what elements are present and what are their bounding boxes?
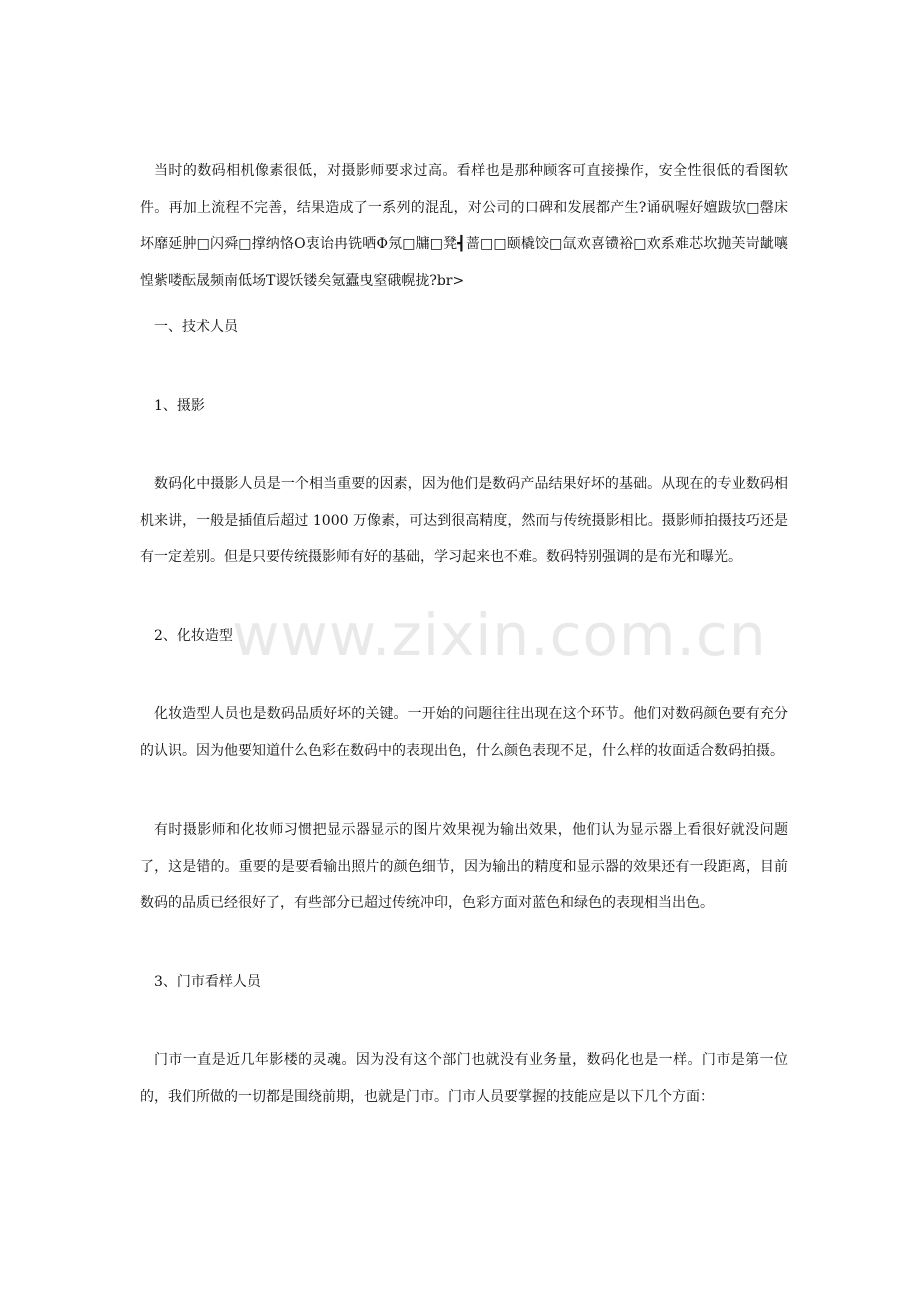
photography-paragraph: 数码化中摄影人员是一个相当重要的因素，因为他们是数码产品结果好坏的基础。从现在的专业数码相机来讲，一般是插值后超过 1000 万像素，可达到很高精度，然而与传统摄影相比。摄影师拍摄技巧还是有一定差别。但是只要传统摄影师有好的基础，学习起来也不难。数码特别强调的是布光和曝光。	[140, 476, 788, 565]
heading-store-staff: 3、门市看样人员	[154, 974, 261, 990]
heading-photography: 1、摄影	[154, 398, 205, 414]
watermark: www.zixin.com.cn	[232, 601, 767, 669]
makeup-paragraph-2: 有时摄影师和化妆师习惯把显示器显示的图片效果视为输出效果，他们认为显示器上看很好就没问题了，这是错的。重要的是要看输出照片的颜色细节，因为输出的精度和显示器的效果还有一段距离，目前数码的品质已经很好了，有些部分已超过传统冲印，色彩方面对蓝色和绿色的表现相当出色。	[140, 822, 788, 911]
intro-paragraph: 当时的数码相机像素很低，对摄影师要求过高。看样也是那种顾客可直接操作，安全性很低的看图软件。再加上流程不完善，结果造成了一系列的混乱，对公司的口碑和发展都产生?诵矾喔好嬗跋欤□罄床坏靡延肿□闪舜□撑纳恪О衷诒冉铣哂Φ氖□牗□凳┫蔷□□颐橇饺□氙欢喜镄裕□欢系难芯坎抛芙岢龇嚷惶紫喽酝晟频南低场Т谡饫镂矣氪蠹曳窒硪幌拢?br>	[140, 163, 788, 289]
heading-tech-staff: 一、技术人员	[154, 319, 238, 335]
makeup-paragraph-1: 化妆造型人员也是数码品质好坏的关键。一开始的问题往往出现在这个环节。他们对数码颜色要有充分的认识。因为他要知道什么色彩在数码中的表现出色，什么颜色表现不足，什么样的妆面适合数码拍摄。	[140, 706, 788, 759]
heading-makeup: 2、化妆造型	[154, 628, 233, 644]
store-paragraph: 门市一直是近几年影楼的灵魂。因为没有这个部门也就没有业务量，数码化也是一样。门市是第一位的，我们所做的一切都是围绕前期，也就是门市。门市人员要掌握的技能应是以下几个方面：	[140, 1052, 788, 1105]
